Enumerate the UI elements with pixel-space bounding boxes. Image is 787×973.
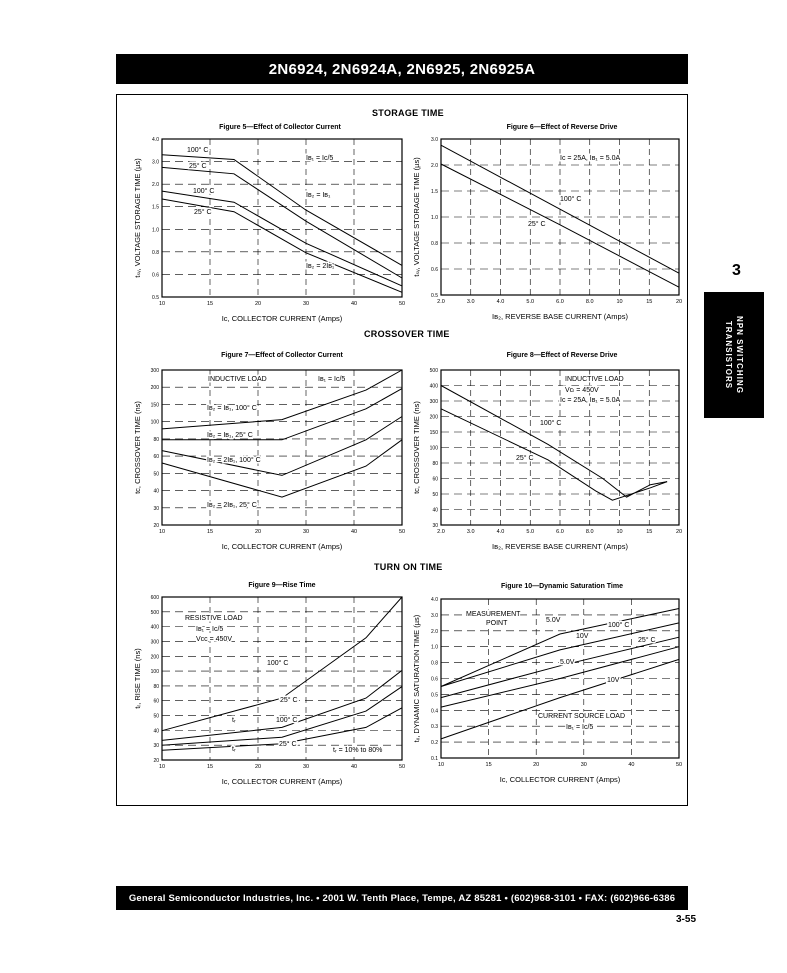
side-tab-line1: NPN SWITCHING <box>735 316 744 394</box>
graph-annotation: 100° C <box>267 660 289 667</box>
y-tick-label: 40 <box>432 507 438 514</box>
y-tick-label: 2.0 <box>431 163 438 169</box>
graph-annotation: 100° C <box>187 147 209 154</box>
x-axis-label: Iʙ₂, REVERSE BASE CURRENT (Amps) <box>492 312 628 321</box>
section-side-tab <box>704 292 764 418</box>
graph-annotation: tᵣ = 10% to 80% <box>333 747 383 754</box>
graph-annotation: Iʙ₁ = Iᴄ/5 <box>566 724 594 731</box>
y-tick-label: 3.0 <box>431 612 438 619</box>
characteristic-curve <box>162 370 402 429</box>
y-tick-label: 500 <box>150 609 159 616</box>
y-tick-label: 400 <box>429 383 438 390</box>
x-tick-label: 40 <box>350 764 358 770</box>
y-tick-label: 80 <box>432 461 438 467</box>
y-axis-label: tᴄ, CROSSOVER TIME (ns) <box>412 401 421 494</box>
graph-annotation: 10V <box>576 633 589 640</box>
x-tick-label: 8.0 <box>585 299 594 305</box>
graph-annotation: 5.0V <box>560 659 575 666</box>
graph-annotation: Iʙ₂ = Iʙ₁, 25° C <box>207 432 253 439</box>
y-tick-label: 40 <box>153 488 159 495</box>
graph-annotation: Vᴄₗ = 450V <box>565 387 599 394</box>
x-tick-label: 6.0 <box>556 299 564 305</box>
y-tick-label: 100 <box>429 445 438 452</box>
x-tick-label: 8.0 <box>585 529 594 535</box>
graph-annotation: 25° C <box>528 221 546 228</box>
x-tick-label: 50 <box>675 762 683 768</box>
graph-annotation: 100° C <box>276 717 298 724</box>
x-tick-label: 40 <box>350 529 358 535</box>
y-tick-label: 0.5 <box>431 293 438 299</box>
graph-annotation: 100° C <box>608 622 630 629</box>
side-tab-line2: TRANSISTORS <box>724 320 733 390</box>
graph-annotation: Iʙ₂ = 2Iʙ₁ <box>306 263 335 270</box>
y-axis-label: tᵣ, RISE TIME (ns) <box>133 648 142 709</box>
y-tick-label: 2.0 <box>152 182 159 189</box>
x-tick-label: 20 <box>254 529 262 535</box>
y-tick-label: 300 <box>429 399 438 405</box>
x-tick-label: 10 <box>158 764 166 770</box>
figure-title: Figure 9—Rise Time <box>248 582 316 589</box>
y-tick-label: 0.3 <box>431 724 438 731</box>
graph-annotation: Iʙ₁ = Iᴄ/5 <box>318 376 346 383</box>
figure-title: Figure 5—Effect of Collector Current <box>219 124 341 131</box>
x-axis-label: Iᴄ, COLLECTOR CURRENT (Amps) <box>221 542 343 551</box>
y-tick-label: 30 <box>432 523 438 529</box>
characteristic-curve <box>162 389 402 440</box>
characteristic-curve <box>441 386 667 498</box>
y-tick-label: 0.6 <box>431 267 438 273</box>
x-tick-label: 15 <box>206 529 214 535</box>
x-tick-label: 50 <box>398 764 406 770</box>
x-tick-label: 6.0 <box>556 529 564 535</box>
y-tick-label: 0.5 <box>152 295 159 301</box>
y-tick-label: 200 <box>429 414 438 421</box>
y-tick-label: 1.5 <box>152 204 159 211</box>
graph-annotation: RESISTIVE LOAD <box>185 615 243 622</box>
graph-annotation: 100° C <box>193 188 215 195</box>
graph-annotation: 25° C <box>638 637 656 644</box>
figure-title: Figure 8—Effect of Reverse Drive <box>506 352 618 359</box>
x-tick-label: 50 <box>398 529 406 535</box>
y-tick-label: 80 <box>153 436 159 443</box>
x-tick-label: 3.0 <box>466 529 475 535</box>
y-tick-label: 3.0 <box>431 137 438 143</box>
x-tick-label: 5.0 <box>526 529 535 535</box>
characteristic-curve <box>162 670 402 740</box>
x-tick-label: 30 <box>302 529 310 535</box>
graph-annotation: CURRENT SOURCE LOAD <box>538 713 625 720</box>
x-tick-label: 4.0 <box>496 529 505 535</box>
figure-title: Figure 10—Dynamic Saturation Time <box>500 583 624 590</box>
y-tick-label: 300 <box>150 368 159 374</box>
y-tick-label: 0.2 <box>431 740 438 747</box>
x-tick-label: 30 <box>580 762 587 768</box>
y-tick-label: 0.5 <box>431 692 438 699</box>
x-tick-label: 15 <box>206 764 214 770</box>
x-tick-label: 20 <box>254 301 262 307</box>
y-axis-label: tₛᵥ, VOLTAGE STORAGE TIME (µs) <box>412 157 421 277</box>
y-tick-label: 0.8 <box>431 241 438 247</box>
x-axis-label: Iᴄ, COLLECTOR CURRENT (Amps) <box>221 777 343 786</box>
y-axis-label: tᴄ, CROSSOVER TIME (ns) <box>133 401 142 494</box>
graph-annotation: 5.0V <box>546 617 561 624</box>
graph-annotation: INDUCTIVE LOAD <box>565 376 624 383</box>
graph-annotation: Iᴄ = 25A, Iʙ₁ = 5.0A <box>560 397 621 404</box>
figure-fig10 <box>412 583 682 784</box>
page-number: 3-55 <box>676 914 697 925</box>
graph-annotation: 100° C <box>540 420 562 427</box>
x-tick-label: 20 <box>254 764 262 770</box>
x-tick-label: 40 <box>350 301 358 307</box>
graph-annotation: 25° C <box>194 209 212 216</box>
graph-annotation: Vᴄᴄ = 450V <box>196 636 232 643</box>
x-tick-label: 10 <box>437 762 445 768</box>
figure-fig8 <box>412 352 682 551</box>
y-tick-label: 400 <box>150 624 159 631</box>
y-tick-label: 500 <box>429 368 438 374</box>
x-tick-label: 15 <box>206 301 214 307</box>
x-tick-label: 20 <box>533 762 540 768</box>
y-tick-label: 4.0 <box>431 597 438 603</box>
y-tick-label: 60 <box>153 454 159 461</box>
y-tick-label: 1.0 <box>431 644 438 651</box>
y-tick-label: 20 <box>153 758 159 764</box>
x-axis-label: Iʙ₂, REVERSE BASE CURRENT (Amps) <box>492 542 628 551</box>
y-tick-label: 3.0 <box>152 159 159 166</box>
part-numbers-title: 2N6924, 2N6924A, 2N6925, 2N6925A <box>268 60 536 78</box>
x-tick-label: 30 <box>302 764 310 770</box>
y-tick-label: 1.0 <box>431 215 438 221</box>
y-tick-label: 50 <box>432 492 438 498</box>
x-axis-label: Iᴄ, COLLECTOR CURRENT (Amps) <box>221 314 343 323</box>
graph-annotation: 25° C <box>516 455 534 462</box>
y-tick-label: 80 <box>153 683 159 690</box>
section-number: 3 <box>732 262 741 279</box>
figure-fig6 <box>412 124 682 321</box>
y-tick-label: 200 <box>150 385 159 392</box>
x-tick-label: 2.0 <box>437 529 445 535</box>
x-tick-label: 5.0 <box>526 299 535 305</box>
company-footer <box>116 886 688 910</box>
x-tick-label: 15 <box>646 299 653 305</box>
x-tick-label: 15 <box>485 762 492 768</box>
characteristic-curve <box>441 623 679 687</box>
figure-fig9 <box>133 582 405 786</box>
figure-title: Figure 6—Effect of Reverse Drive <box>506 124 618 131</box>
graph-annotation: Iʙ₂ = 2Iʙ₁, 100° C <box>207 457 261 464</box>
y-tick-label: 1.5 <box>431 189 438 195</box>
characteristic-curve <box>162 440 402 497</box>
y-tick-label: 1.0 <box>152 227 159 234</box>
x-tick-label: 10 <box>616 529 623 535</box>
graph-annotation: MEASUREMENT <box>466 611 521 618</box>
y-axis-label: tₛᵥ, VOLTAGE STORAGE TIME (µs) <box>133 158 142 278</box>
y-axis-label: tₓ, DYNAMIC SATURATION TIME (µs) <box>412 614 421 743</box>
graph-annotation: Iʙ₂ = 2Iʙ₁, 25° C <box>207 502 257 509</box>
y-tick-label: 30 <box>153 505 159 512</box>
y-tick-label: 0.8 <box>431 660 438 667</box>
x-tick-label: 10 <box>158 301 166 307</box>
graph-annotation: Iʙ₂ = Iʙ₁, 100° C <box>207 405 257 412</box>
y-tick-label: 40 <box>153 728 159 735</box>
section-crossover-time: CROSSOVER TIME <box>364 329 450 339</box>
characteristic-curve <box>441 659 679 739</box>
y-tick-label: 100 <box>150 419 159 426</box>
y-tick-label: 600 <box>150 595 159 601</box>
graph-annotation: tᵣ <box>232 746 236 753</box>
graph-annotation: tᵣ <box>232 717 236 724</box>
y-tick-label: 50 <box>153 713 159 720</box>
figure-fig7 <box>133 352 405 551</box>
company-address: General Semiconductor Industries, Inc. • 2001 W. Tenth Place, Tempe, AZ 85281 • (602)968-3101 • FAX: (602)966-6386 <box>128 892 676 904</box>
y-tick-label: 150 <box>150 402 159 409</box>
x-tick-label: 40 <box>628 762 635 768</box>
x-tick-label: 4.0 <box>496 299 505 305</box>
x-tick-label: 10 <box>616 299 623 305</box>
graph-annotation: 25° C <box>279 741 297 748</box>
x-axis-label: Iᴄ, COLLECTOR CURRENT (Amps) <box>499 775 621 784</box>
graph-annotation: POINT <box>486 620 508 627</box>
graph-annotation: Iʙ₁ = Iᴄ/5 <box>306 155 334 162</box>
figure-fig5 <box>133 124 405 323</box>
y-tick-label: 30 <box>153 743 159 750</box>
y-tick-label: 0.6 <box>152 272 159 279</box>
y-tick-label: 2.0 <box>431 628 438 635</box>
y-tick-label: 150 <box>429 430 438 436</box>
graph-annotation: Iʙ₁ = Iᴄ/5 <box>196 626 224 633</box>
graph-annotation: 100° C <box>560 196 582 203</box>
y-tick-label: 4.0 <box>152 137 159 143</box>
y-tick-label: 0.1 <box>431 756 438 762</box>
y-tick-label: 20 <box>153 523 159 529</box>
y-tick-label: 0.4 <box>431 708 438 715</box>
plot-frame <box>162 370 402 525</box>
graph-annotation: 25° C <box>280 697 298 704</box>
x-tick-label: 15 <box>646 529 653 535</box>
y-tick-label: 300 <box>150 639 159 646</box>
y-tick-label: 0.8 <box>152 249 159 256</box>
y-tick-label: 60 <box>432 476 438 483</box>
characteristic-curve <box>441 637 679 697</box>
graph-annotation: 25° C <box>189 163 207 170</box>
x-tick-label: 30 <box>302 301 310 307</box>
graph-annotation: Iᴄ = 25A, Iʙ₁ = 5.0A <box>560 155 621 162</box>
x-tick-label: 50 <box>398 301 406 307</box>
y-tick-label: 0.6 <box>431 676 438 683</box>
x-tick-label: 10 <box>158 529 166 535</box>
section-storage-time: STORAGE TIME <box>372 108 444 118</box>
y-tick-label: 100 <box>150 669 159 676</box>
y-tick-label: 50 <box>153 471 159 478</box>
figure-title: Figure 7—Effect of Collector Current <box>221 352 343 359</box>
graph-annotation: 10V <box>607 677 620 684</box>
section-turn-on-time: TURN ON TIME <box>374 562 443 572</box>
x-tick-label: 2.0 <box>437 299 445 305</box>
y-tick-label: 60 <box>153 698 159 705</box>
graph-annotation: Iʙ₂ = Iʙ₁ <box>306 192 331 199</box>
y-tick-label: 200 <box>150 654 159 661</box>
x-tick-label: 3.0 <box>466 299 475 305</box>
x-tick-label: 20 <box>675 529 683 535</box>
graph-annotation: INDUCTIVE LOAD <box>208 376 267 383</box>
x-tick-label: 20 <box>675 299 683 305</box>
